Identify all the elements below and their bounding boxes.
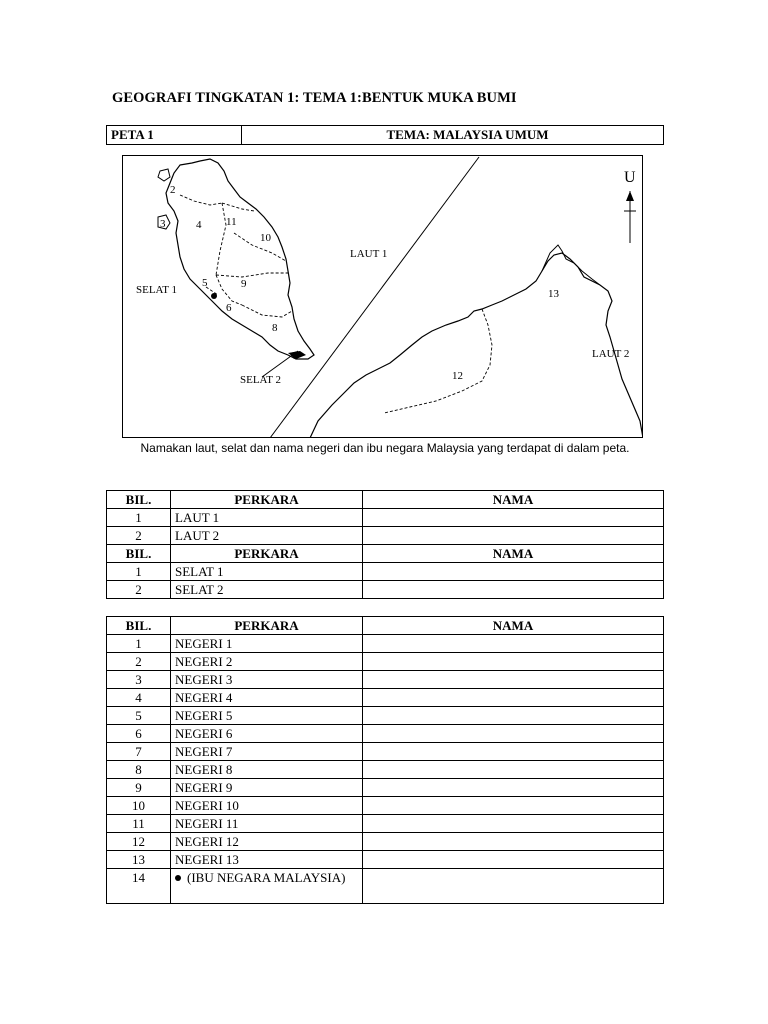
perkara-cell: NEGERI 3 [171, 671, 363, 689]
map-label-4: 4 [196, 219, 202, 231]
perkara-cell: SELAT 1 [171, 563, 363, 581]
nama-answer-cell[interactable] [363, 833, 664, 851]
table-header-row [107, 617, 664, 635]
perkara-cell: NEGERI 4 [171, 689, 363, 707]
header-nama: NAMA [363, 491, 664, 509]
map-label-12: 12 [452, 370, 463, 382]
header-nama: NAMA [363, 545, 664, 563]
bil-cell: 13 [107, 851, 171, 869]
header-nama: NAMA [363, 617, 664, 635]
bil-cell: 11 [107, 815, 171, 833]
nama-answer-cell[interactable] [363, 689, 664, 707]
nama-answer-cell[interactable] [363, 851, 664, 869]
perkara-cell: LAUT 1 [171, 509, 363, 527]
perkara-cell: NEGERI 11 [171, 815, 363, 833]
capital-row [107, 869, 664, 904]
table-row [107, 581, 664, 599]
laut1-label: LAUT 1 [350, 248, 388, 260]
capital-label: (IBU NEGARA MALAYSIA) [187, 870, 346, 885]
table-row [107, 707, 664, 725]
perkara-cell: NEGERI 12 [171, 833, 363, 851]
table-row [107, 761, 664, 779]
perkara-cell: SELAT 2 [171, 581, 363, 599]
table-row [107, 509, 664, 527]
bil-cell: 9 [107, 779, 171, 797]
laut2-label: LAUT 2 [592, 348, 630, 360]
header-perkara: PERKARA [171, 545, 363, 563]
table-row [107, 779, 664, 797]
capital-dot [211, 293, 217, 299]
table-row [107, 797, 664, 815]
perkara-cell: NEGERI 1 [171, 635, 363, 653]
nama-answer-cell[interactable] [363, 743, 664, 761]
table-row [107, 725, 664, 743]
bil-cell: 1 [107, 635, 171, 653]
table-header-row [107, 545, 664, 563]
map-label-13: 13 [548, 288, 559, 300]
perkara-cell: NEGERI 8 [171, 761, 363, 779]
perkara-cell: NEGERI 10 [171, 797, 363, 815]
selat1-label: SELAT 1 [136, 284, 178, 296]
table-row [107, 689, 664, 707]
map-label-6: 6 [226, 302, 232, 314]
header-bil: BIL. [107, 491, 171, 509]
map-label-11: 11 [226, 216, 237, 228]
negeri-rows [107, 635, 664, 869]
perkara-cell: NEGERI 5 [171, 707, 363, 725]
perkara-cell: LAUT 2 [171, 527, 363, 545]
perkara-cell: NEGERI 7 [171, 743, 363, 761]
nama-answer-cell[interactable] [363, 707, 664, 725]
map-label-2: 2 [170, 184, 176, 196]
malaysia-outline-map [122, 155, 643, 438]
bil-cell: 10 [107, 797, 171, 815]
table-row [107, 833, 664, 851]
instruction-text: Namakan laut, selat dan nama negeri dan ibu negara Malaysia yang terdapat di dalam peta. [140, 441, 630, 455]
bil-cell: 5 [107, 707, 171, 725]
map-label-5: 5 [202, 277, 208, 289]
header-bil: BIL. [107, 545, 171, 563]
table-row [107, 815, 664, 833]
header-perkara: PERKARA [171, 491, 363, 509]
nama-answer-cell[interactable] [363, 563, 664, 581]
capital-bullet-icon [175, 875, 181, 881]
table-row [107, 743, 664, 761]
nama-answer-cell[interactable] [363, 869, 664, 904]
north-label: U [624, 169, 636, 186]
nama-answer-cell[interactable] [363, 797, 664, 815]
bil-cell: 7 [107, 743, 171, 761]
laut-selat-table [106, 490, 664, 599]
nama-answer-cell[interactable] [363, 725, 664, 743]
nama-answer-cell[interactable] [363, 653, 664, 671]
nama-answer-cell[interactable] [363, 635, 664, 653]
map-header [106, 125, 664, 145]
table-row [107, 653, 664, 671]
table-row [107, 635, 664, 653]
map-number: PETA 1 [107, 126, 242, 144]
bil-cell: 14 [107, 869, 171, 904]
map-label-8: 8 [272, 322, 278, 334]
nama-answer-cell[interactable] [363, 761, 664, 779]
map-label-10: 10 [260, 232, 271, 244]
nama-answer-cell[interactable] [363, 815, 664, 833]
map-theme: TEMA: MALAYSIA UMUM [386, 127, 549, 142]
nama-answer-cell[interactable] [363, 779, 664, 797]
table-header-row [107, 491, 664, 509]
table-row [107, 563, 664, 581]
bil-cell: 1 [107, 509, 171, 527]
perkara-cell: NEGERI 2 [171, 653, 363, 671]
header-perkara: PERKARA [171, 617, 363, 635]
bil-cell: 6 [107, 725, 171, 743]
table-row [107, 527, 664, 545]
perkara-cell [171, 869, 363, 904]
header-bil: BIL. [107, 617, 171, 635]
perkara-cell: NEGERI 6 [171, 725, 363, 743]
bil-cell: 4 [107, 689, 171, 707]
nama-answer-cell[interactable] [363, 581, 664, 599]
selat2-label: SELAT 2 [240, 374, 282, 386]
map-label-9: 9 [241, 278, 247, 290]
bil-cell: 2 [107, 527, 171, 545]
nama-answer-cell[interactable] [363, 527, 664, 545]
bil-cell: 2 [107, 653, 171, 671]
bil-cell: 12 [107, 833, 171, 851]
map-label-3: 3 [160, 218, 166, 230]
negeri-table [106, 616, 664, 904]
table-row [107, 671, 664, 689]
nama-answer-cell[interactable] [363, 671, 664, 689]
bil-cell: 2 [107, 581, 171, 599]
bil-cell: 3 [107, 671, 171, 689]
nama-answer-cell[interactable] [363, 509, 664, 527]
perkara-cell: NEGERI 9 [171, 779, 363, 797]
bil-cell: 8 [107, 761, 171, 779]
map-frame [123, 156, 643, 438]
page-title: GEOGRAFI TINGKATAN 1: TEMA 1:BENTUK MUKA BUMI [112, 90, 517, 106]
bil-cell: 1 [107, 563, 171, 581]
table-row [107, 851, 664, 869]
perkara-cell: NEGERI 13 [171, 851, 363, 869]
